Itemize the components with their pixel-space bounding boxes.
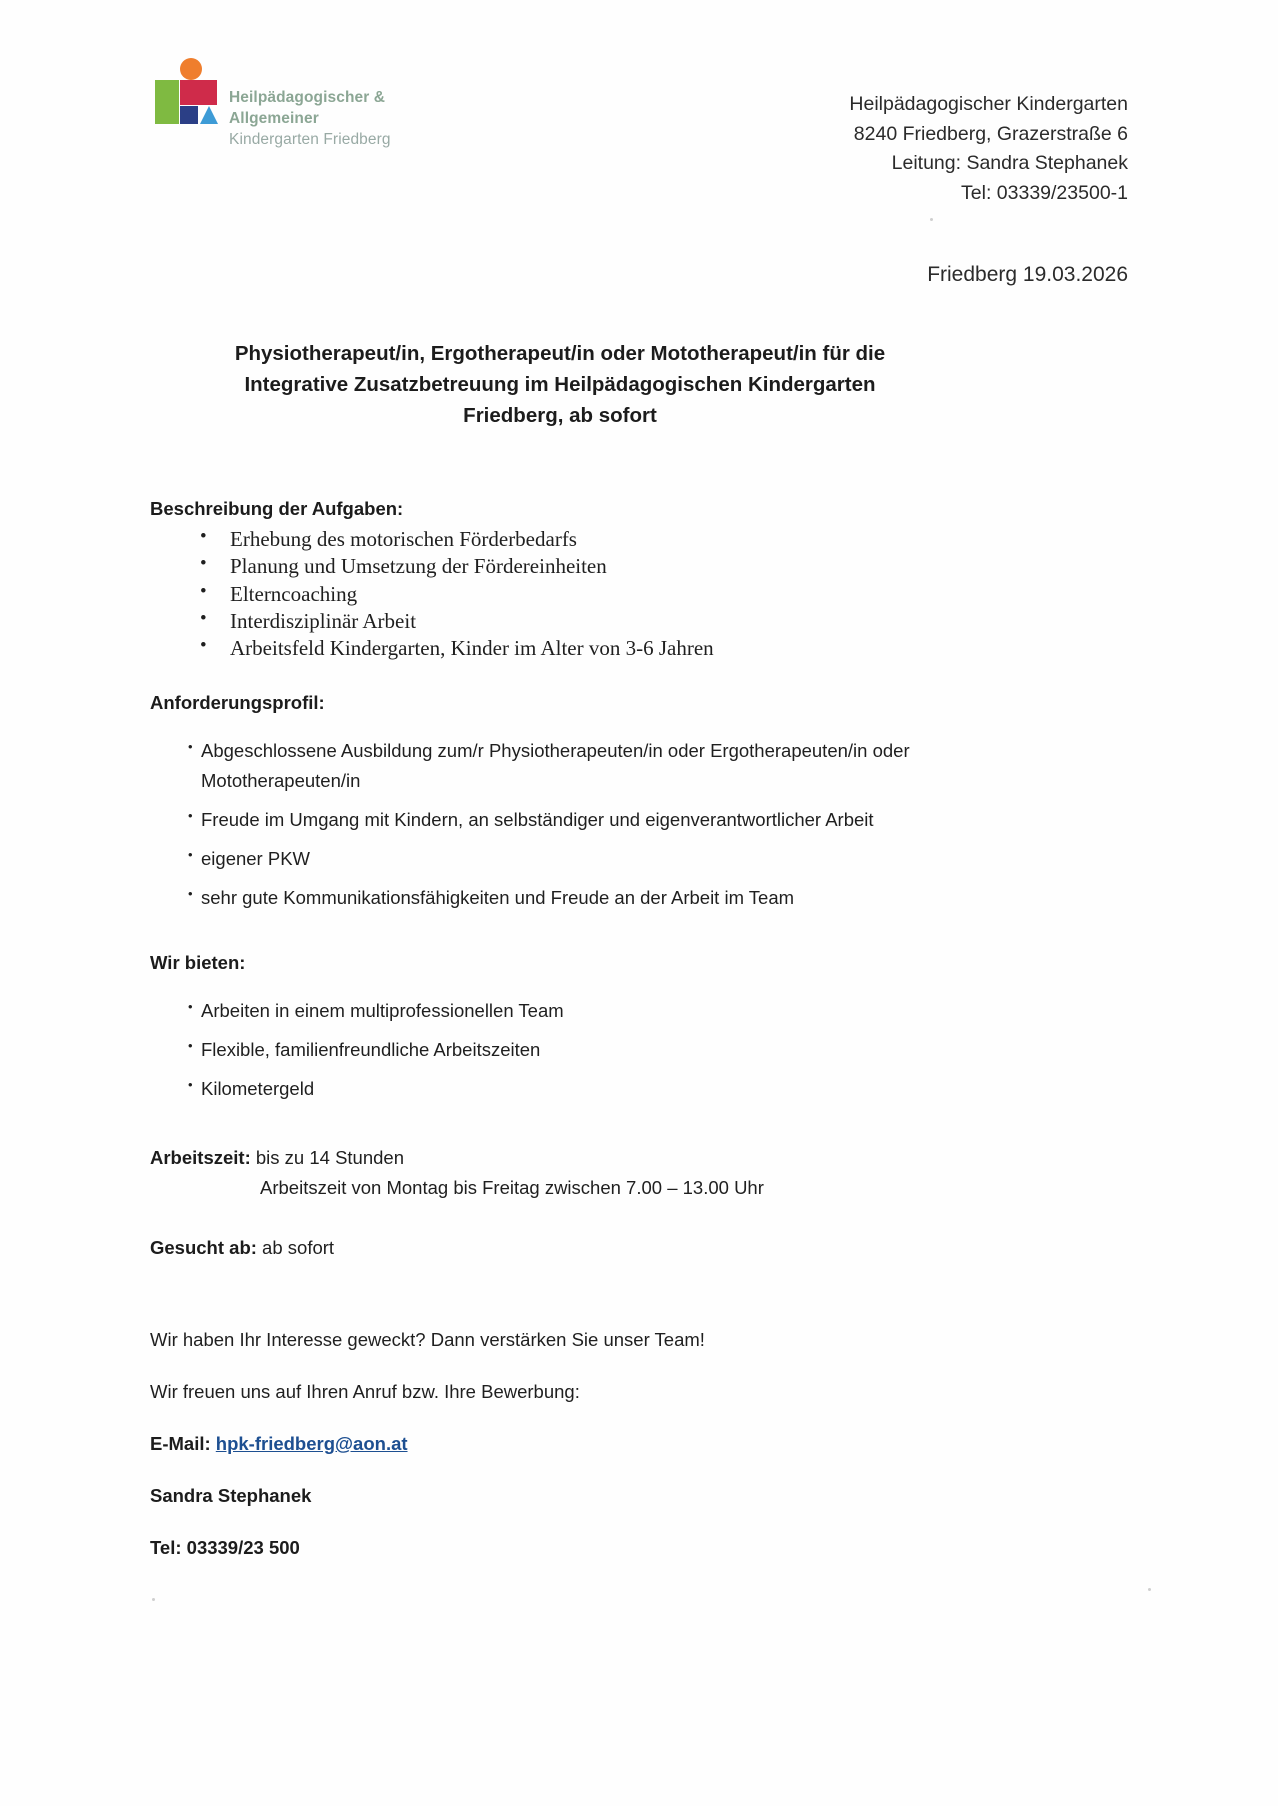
section-heading-anforderungsprofil: Anforderungsprofil: bbox=[150, 692, 325, 714]
arbeitszeit-value: bis zu 14 Stunden bbox=[250, 1147, 404, 1169]
gesucht-ab-value: ab sofort bbox=[256, 1237, 335, 1259]
email-label: E-Mail: bbox=[150, 1433, 216, 1455]
page-title-line1: Physiotherapeut/in, Ergotherapeut/in oder Mototherapeut/in für die bbox=[234, 342, 886, 365]
gesucht-ab-line bbox=[150, 1233, 1050, 1263]
section-heading-wir-bieten: Wir bieten: bbox=[150, 952, 246, 974]
logo-mark-icon bbox=[155, 58, 217, 124]
list-item: • Arbeiten in einem multiprofessionellen Team bbox=[188, 996, 1050, 1026]
list-item: • Interdisziplinär Arbeit bbox=[196, 608, 1050, 635]
scan-speck bbox=[1148, 1588, 1151, 1591]
list-item: • eigener PKW bbox=[188, 844, 1050, 874]
list-item: • Arbeitsfeld Kindergarten, Kinder im Alter von 3-6 Jahren bbox=[196, 635, 1050, 662]
closing-interest-line: Wir haben Ihr Interesse geweckt? Dann verstärken Sie unser Team! bbox=[150, 1329, 705, 1351]
section-gesucht-ab bbox=[150, 1233, 1050, 1263]
document-body bbox=[150, 498, 1050, 1563]
section-anforderungsprofil bbox=[150, 692, 1050, 913]
email-link[interactable]: hpk-friedberg@aon.at bbox=[215, 1433, 408, 1455]
document-header bbox=[150, 52, 1128, 204]
contact-name: Sandra Stephanek bbox=[150, 1485, 312, 1507]
list-item: • Flexible, familienfreundliche Arbeitszeiten bbox=[188, 1035, 1050, 1065]
header-organization-name: Heilpädagogischer Kindergarten bbox=[849, 93, 1128, 115]
gesucht-ab-label: Gesucht ab: bbox=[150, 1237, 257, 1259]
closing-email-line bbox=[150, 1429, 1050, 1459]
logo-wordmark bbox=[229, 88, 475, 151]
logo-green-rect-shape bbox=[155, 80, 179, 124]
header-address-line: 8240 Friedberg, Grazerstraße 6 bbox=[853, 122, 1128, 145]
bieten-list bbox=[150, 996, 1050, 1104]
date-line: Friedberg 19.03.2026 bbox=[927, 263, 1128, 286]
page-title-line3: Friedberg, ab sofort bbox=[463, 404, 657, 428]
logo-triangle-shape bbox=[200, 106, 218, 124]
anforderung-list bbox=[150, 736, 1050, 913]
section-aufgaben bbox=[150, 498, 1050, 662]
organization-logo bbox=[155, 58, 475, 148]
section-closing bbox=[150, 1325, 1050, 1563]
header-leitung-line: Leitung: Sandra Stephanek bbox=[891, 152, 1128, 175]
scan-speck bbox=[930, 218, 933, 221]
scan-speck bbox=[152, 1598, 155, 1601]
list-item: • Elterncoaching bbox=[196, 581, 1050, 608]
logo-circle-shape bbox=[180, 58, 202, 80]
section-wir-bieten bbox=[150, 952, 1050, 1104]
list-item: • Kilometergeld bbox=[188, 1074, 1050, 1104]
list-item: • Erhebung des motorischen Förderbedarfs bbox=[196, 526, 1050, 553]
contact-telephone: Tel: 03339/23 500 bbox=[150, 1537, 300, 1559]
aufgaben-list bbox=[150, 526, 1050, 662]
arbeitszeit-detail: Arbeitszeit von Montag bis Freitag zwischen 7.00 – 13.00 Uhr bbox=[260, 1177, 764, 1199]
list-item: • Abgeschlossene Ausbildung zum/r Physiotherapeuten/in oder Ergotherapeuten/in oder Mototherapeuten/in bbox=[188, 736, 1050, 796]
logo-red-rect-shape bbox=[180, 80, 217, 105]
page-title-line2: Integrative Zusatzbetreuung im Heilpädagogischen Kindergarten bbox=[244, 373, 876, 397]
arbeitszeit-line bbox=[150, 1143, 1050, 1173]
list-item: • Planung und Umsetzung der Fördereinheiten bbox=[196, 553, 1050, 580]
list-item: • Freude im Umgang mit Kindern, an selbständiger und eigenverantwortlicher Arbeit bbox=[188, 805, 1050, 835]
arbeitszeit-label: Arbeitszeit: bbox=[150, 1147, 251, 1169]
logo-wordmark-line1: Heilpädagogischer & Allgemeiner bbox=[229, 89, 386, 127]
page-title bbox=[160, 338, 960, 431]
logo-blue-square-shape bbox=[180, 106, 198, 124]
header-address-block bbox=[849, 90, 1128, 209]
list-item: • sehr gute Kommunikationsfähigkeiten und Freude an der Arbeit im Team bbox=[188, 883, 1050, 913]
section-arbeitszeit bbox=[150, 1143, 1050, 1203]
logo-wordmark-line2: Kindergarten Friedberg bbox=[229, 130, 391, 148]
header-telephone-line: Tel: 03339/23500-1 bbox=[961, 181, 1128, 204]
section-heading-aufgaben: Beschreibung der Aufgaben: bbox=[150, 498, 404, 519]
closing-call-line: Wir freuen uns auf Ihren Anruf bzw. Ihre Bewerbung: bbox=[150, 1381, 580, 1403]
